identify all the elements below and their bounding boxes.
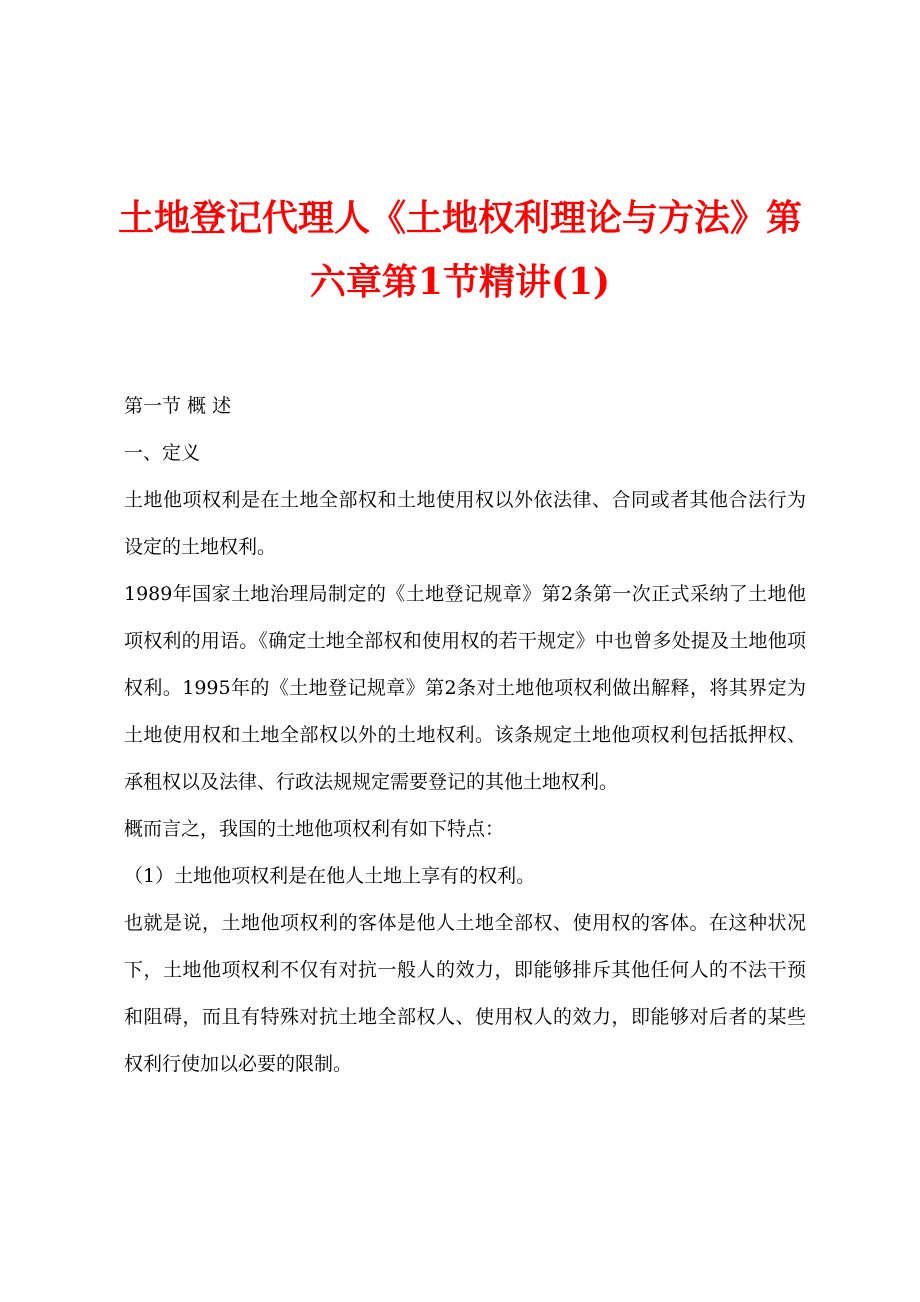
paragraph: 也就是说，土地他项权利的客体是他人土地全部权、使用权的客体。在这种状况下，土地他项权利不仅有对抗一般人的效力，即能够排斥其他任何人的不法干预和阻碍，而且有特殊对抗土地全部权人、使用权人的效力，即能够对后者的某些权利行使加以必要的限制。 <box>124 912 806 1075</box>
paragraph: 概而言之，我国的土地他项权利有如下特点： <box>124 818 505 840</box>
section-heading: 第一节 概 述 <box>124 395 232 417</box>
subsection-heading: 一、定义 <box>124 442 201 464</box>
list-item-heading: （1）土地他项权利是在他人土地上享有的权利。 <box>124 865 536 887</box>
paragraph: 土地他项权利是在土地全部权和土地使用权以外依法律、合同或者其他合法行为设定的土地权利。 <box>124 489 806 558</box>
document-title: 土地登记代理人《土地权利理论与方法》第六章第1节精讲(1) <box>117 197 802 303</box>
paragraph: 1989年国家土地治理局制定的《土地登记规章》第2条第一次正式采纳了土地他项权利的用语。《确定土地全部权和使用权的若干规定》中也曾多处提及土地他项权利。1995年的《土地登记规章》第2条对土地他项权利做出解释，将其界定为土地使用权和土地全部权以外的土地权利。该条规定土地他项权利包括抵押权、承租权以及法律、行政法规规定需要登记的其他土地权利。 <box>124 583 806 793</box>
document-body <box>124 383 806 1088</box>
